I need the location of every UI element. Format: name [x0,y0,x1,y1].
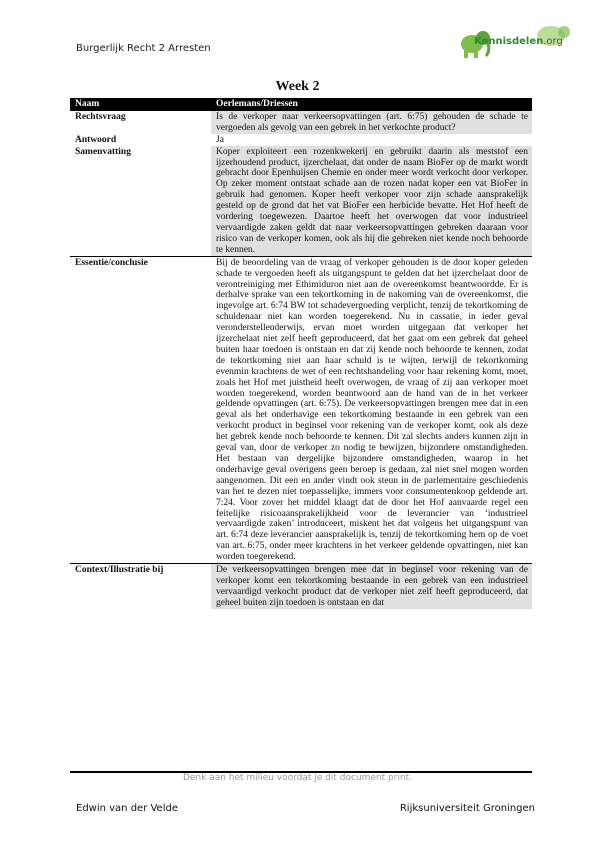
footer-author: Edwin van der Velde [76,803,178,814]
watermark-text: Denk aan het milieu voordat je dit document print. [182,773,413,783]
column-header-case: Oerlemans/Driessen [211,98,532,111]
page-title: Week 2 [275,79,320,94]
site-logo[interactable] [456,22,576,62]
table-header-row [70,98,532,111]
course-title: Burgerlijk Recht 2 Arresten [76,43,211,54]
table-row [70,256,532,563]
row-label-samenvatting: Samenvatting [75,146,131,157]
case-summary-table [70,98,532,609]
footer-university: Rijksuniversiteit Groningen [399,803,535,814]
logo-wordmark: Kennisdelen.org [474,36,563,47]
row-label-context: Context/Illustratie bij [70,564,211,609]
row-label-essentie: Essentie/conclusie [70,256,211,563]
row-text-context: De verkeersopvattingen brengen mee dat in beginsel voor rekening van de verkoper komt een tekortkoming bestaande in een gebrek van een industrieel vervaardigd verkocht product dat de verkoper niet zelf heeft geproduceerd, dat geheel buiten zijn toedoen is ontstaan en dat [211,564,532,609]
table-row [70,564,532,609]
column-header-name: Naam [70,98,211,111]
table-row [70,146,532,257]
row-text-antwoord: Ja [216,134,224,145]
row-label-antwoord: Antwoord [75,134,117,145]
row-text-essentie: Bij de beoordeling van de vraag of verkoper gehouden is de door koper geleden schade te vergoeden heeft als uitgangspunt te gelden dat het ijzerchelaat door de verontreiniging met Ethimiduron niet aan de overeenkomst beantwoordde. Er is derhalve sprake van een tekortkoming in de nakoming van de overeenkomst, die ingevolge art. 6:74 BW tot schadevergoeding verplicht, tenzij de tekortkoming de schuldenaar niet kan worden toegerekend. Nu in cassatie, in ieder geval veronderstellenderwijs, ervan moet worden uitgegaan dat verkoper het ijzerchelaat niet zelf heeft geproduceerd, dat het gaat om een gebrek dat geheel buiten haar toedoen is ontstaan en dat zij kende noch behoorde te kennen, zodat de tekortkoming niet aan haar schuld is te wijten, terwijl de tekortkoming evenmin krachtens de wet of een rechtshandeling voor haar rekening komt, moet, zoals het Hof met juistheid heeft overwogen, de vraag of zij aan verkoper moet worden toegerekend, worden beantwoord aan de hand van de in het verkeer geldende opvattingen (art. 6:75). De verkeersopvattingen brengen mee dat in een geval als het onderhavige een tekortkoming bestaande in een gebrek van een verkocht product in beginsel voor rekening van de verkoper komt, ook als deze het gebrek kende noch behoorde te kennen. Dit zal slechts anders kunnen zijn in geval van, door de verkoper zo nodig te bewijzen, bijzondere omstandigheden. Het bestaan van dergelijke bijzondere omstandigheden, waarop in het onderhavige geval overigens geen beroep is gedaan, zal niet snel mogen worden aangenomen. Dit een en ander vindt ook steun in de parlementaire geschiedenis van het te dezen niet toepasselijke, immers voor consumentenkoop geldende art. 7:24. Voor zover het middel klaagt dat de door het Hof aanvaarde regel een feitelijke risicoaansprakelijkheid voor de leverancier van ‘industrieel vervaardigde zaken’ introduceert, miskent het dat volgens het uitgangspunt van art. 6:74 deze leverancier aansprakelijk is, tenzij de tekortkoming hem op de voet van art. 6:75, onder meer krachtens in het verkeer geldende opvattingen, niet kan worden toegerekend. [211,256,532,563]
row-text-rechtsvraag: Is de verkoper naar verkeersopvattingen (art. 6:75) gehouden de schade te vergoeden als gevolg van een gebrek in het verkochte product? [211,111,532,134]
row-label-rechtsvraag: Rechtsvraag [75,111,126,122]
table-row [70,134,532,146]
row-text-samenvatting: Koper exploiteert een rozenkwekerij en gebruikt daarin als meststof een ijzerhoudend product, ijzerchelaat, dat onder de naam BioFer op de markt wordt gebracht door Epenhuijsen Chemie en onder meer wordt verkocht door verkoper. Op zeker moment ontstaat schade aan de rozen nadat koper een vat BioFer in gebruik had genomen. Koper heeft verkoper voor zijn schade aansprakelijk gesteld op de grond dat het vat BioFer een herbicide bevatte. Het Hof heeft de vordering toegewezen. Daartoe heeft het overwogen dat voor industrieel vervaardigde zaken geldt dat naar verkeersopvattingen gebreken daaraan voor risico van de verkoper komen, ook als hij die gebreken niet kende noch behoorde te kennen. [211,146,532,257]
table-row [70,111,532,134]
